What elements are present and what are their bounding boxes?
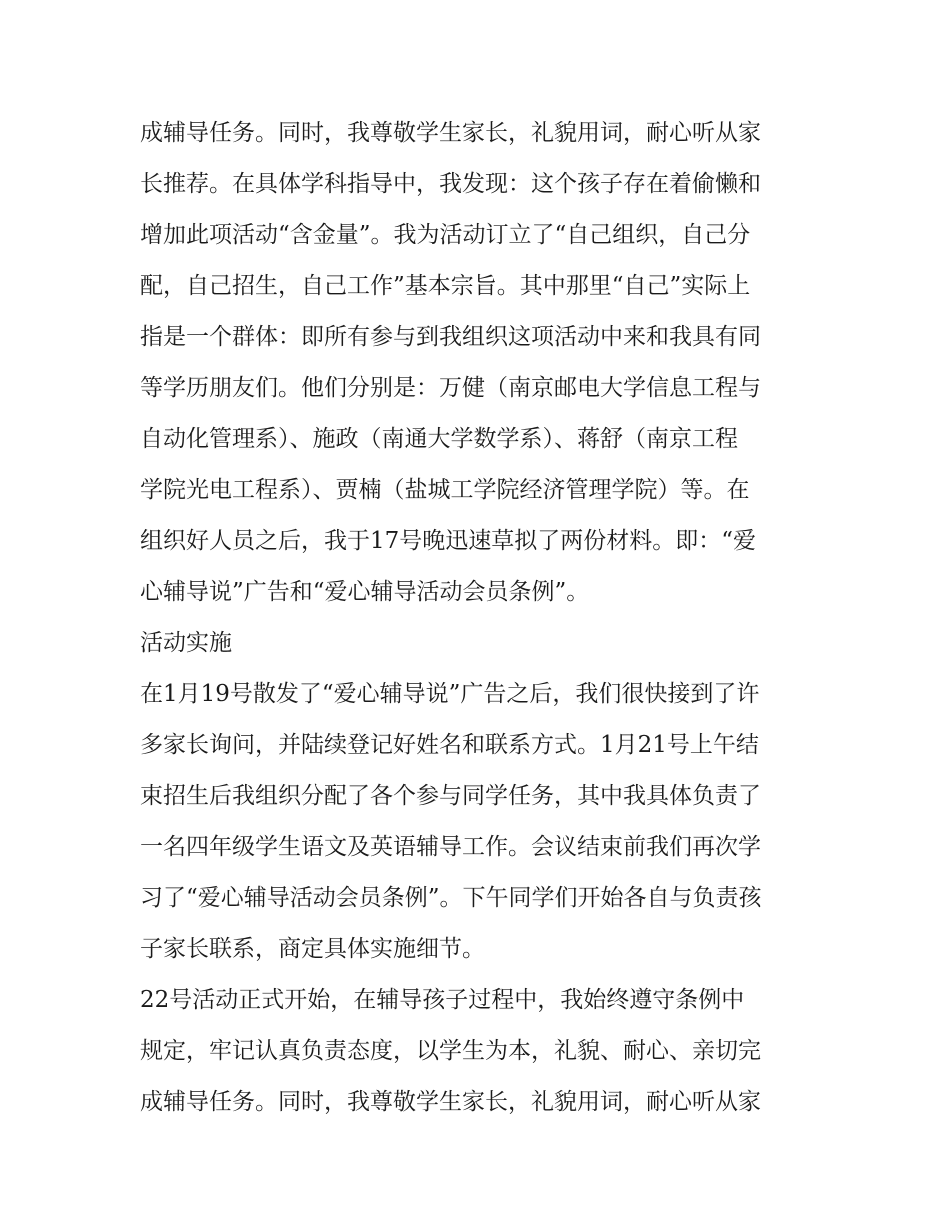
text-line-15: 一名四年级学生语文及英语辅导工作。会议结束前我们再次学 (140, 834, 761, 860)
text-line-5: 指是一个群体：即所有参与到我组织这项活动中来和我具有同 (140, 324, 761, 350)
text-line-1: 成辅导任务。同时，我尊敬学生家长，礼貌用词，耐心听从家 (140, 120, 761, 146)
text-line-19: 规定，牢记认真负责态度，以学生为本，礼貌、耐心、亲切完 (140, 1038, 761, 1064)
text-line-13: 多家长询问，并陆续登记好姓名和联系方式。1月21号上午结 (140, 732, 759, 758)
text-line-9: 组织好人员之后，我于17号晚迅速草拟了两份材料。即：“爱 (140, 528, 757, 554)
body-text (140, 108, 820, 1128)
text-line-12: 在1月19号散发了“爱心辅导说”广告之后，我们很快接到了许 (140, 681, 760, 707)
text-line-20: 成辅导任务。同时，我尊敬学生家长，礼貌用词，耐心听从家 (140, 1089, 761, 1115)
text-line-14: 束招生后我组织分配了各个参与同学任务，其中我具体负责了 (140, 783, 761, 809)
text-line-4: 配，自己招生，自己工作”基本宗旨。其中那里“自己”实际上 (140, 273, 751, 299)
section-heading: 活动实施 (140, 630, 232, 656)
text-line-18: 22号活动正式开始，在辅导孩子过程中，我始终遵守条例中 (140, 987, 745, 1013)
text-line-8: 学院光电工程系）、贾楠（盐城工学院经济管理学院）等。在 (140, 477, 750, 503)
text-line-17: 子家长联系，商定具体实施细节。 (140, 936, 485, 962)
text-line-2: 长推荐。在具体学科指导中，我发现：这个孩子存在着偷懒和 (140, 171, 761, 197)
text-line-7: 自动化管理系）、施政（南通大学数学系）、蒋舒（南京工程 (140, 426, 738, 452)
text-line-16: 习了“爱心辅导活动会员条例”。下午同学们开始各自与负责孩 (140, 885, 762, 911)
text-line-6: 等学历朋友们。他们分别是：万健（南京邮电大学信息工程与 (140, 375, 761, 401)
text-line-3: 增加此项活动“含金量”。我为活动订立了“自己组织，自己分 (140, 222, 751, 248)
text-line-10: 心辅导说”广告和“爱心辅导活动会员条例”。 (140, 579, 590, 605)
